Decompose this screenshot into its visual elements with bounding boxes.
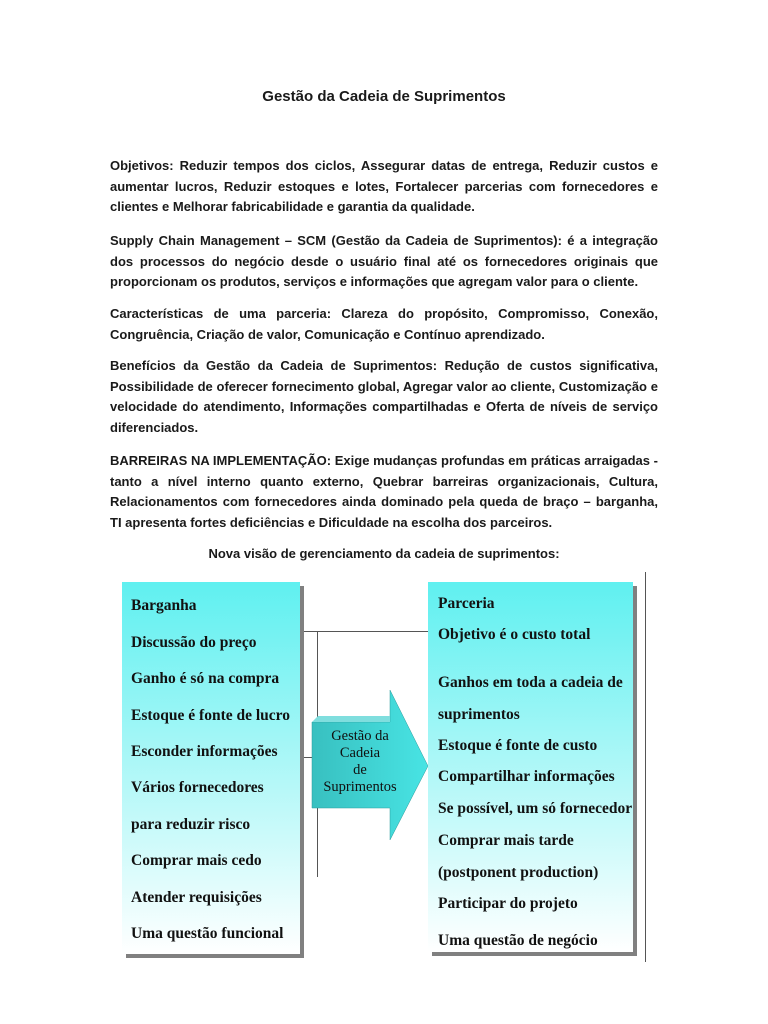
- left-item: Atender requisições: [131, 889, 262, 906]
- right-item: Se possível, um só fornecedor: [438, 800, 633, 817]
- left-item: Esconder informações: [131, 743, 278, 760]
- left-item: Comprar mais cedo: [131, 852, 262, 869]
- left-item: Vários fornecedores: [131, 779, 264, 796]
- paragraph-beneficios: Benefícios da Gestão da Cadeia de Suprimentos: Redução de custos significativa, Possibilidade de oferecer fornecimento global, Agregar valor ao cliente, Customização e velocidade do atendimento, Informações compartilhadas e Oferta de níveis de serviço diferenciados.: [110, 358, 658, 435]
- paragraph-objetivos: Objetivos: Reduzir tempos dos ciclos, Assegurar datas de entrega, Reduzir custos e aumentar lucros, Reduzir estoques e lotes, Fortalecer parcerias com fornecedores e clientes e Melhorar fabricabilidade e garantia da qualidade.: [110, 158, 658, 214]
- paragraph-scm: Supply Chain Management – SCM (Gestão da Cadeia de Suprimentos): é a integração dos processos do negócio desde o usuário final até os fornecedores originais que proporcionam os produtos, serviços e informações que agregam valor para o cliente.: [110, 233, 658, 289]
- right-item: Comprar mais tarde: [438, 832, 574, 849]
- right-item: Uma questão de negócio: [438, 932, 598, 949]
- arrow-label-line: Cadeia: [339, 745, 381, 761]
- left-item: Barganha: [131, 597, 197, 614]
- traditional-view-box: [122, 582, 300, 954]
- diagram-connector-top: [300, 631, 428, 632]
- right-item: Ganhos em toda a cadeia de: [438, 674, 623, 691]
- right-item: suprimentos: [438, 706, 520, 723]
- right-item: Objetivo é o custo total: [438, 626, 591, 643]
- left-item: para reduzir risco: [131, 816, 251, 833]
- left-item: Discussão do preço: [131, 634, 257, 651]
- right-item: Compartilhar informações: [438, 768, 615, 785]
- diagram-caption: Nova visão de gerenciamento da cadeia de suprimentos:: [208, 546, 560, 561]
- left-item: Ganho é só na compra: [131, 670, 280, 687]
- paragraph-caracteristicas: Características de uma parceria: Clareza do propósito, Compromisso, Conexão, Congruência, Criação de valor, Comunicação e Contínuo aprendizado.: [110, 306, 658, 342]
- right-item: Participar do projeto: [438, 895, 578, 912]
- arrow-label-line: Suprimentos: [323, 779, 397, 795]
- new-view-box: [428, 582, 633, 952]
- arrow-label: [312, 728, 408, 796]
- right-item: Parceria: [438, 595, 495, 612]
- arrow-label-line: de: [353, 762, 367, 778]
- right-item: (postponent production): [438, 864, 599, 881]
- diagram-frame-line-right: [645, 572, 646, 962]
- document-title: Gestão da Cadeia de Suprimentos: [262, 88, 506, 105]
- arrow-label-line: Gestão da: [331, 728, 389, 744]
- left-item: Uma questão funcional: [131, 925, 284, 942]
- left-item: Estoque é fonte de lucro: [131, 707, 291, 724]
- right-item: Estoque é fonte de custo: [438, 737, 598, 754]
- paragraph-barreiras: BARREIRAS NA IMPLEMENTAÇÃO: Exige mudanças profundas em práticas arraigadas - tanto a nível interno quanto externo, Quebrar barreiras organizacionais, Cultura, Relacionamentos com fornecedores ainda dominado pela queda de braço – barganha, TI apresenta fortes deficiências e Dificuldade na escolha dos parceiros.: [110, 453, 658, 530]
